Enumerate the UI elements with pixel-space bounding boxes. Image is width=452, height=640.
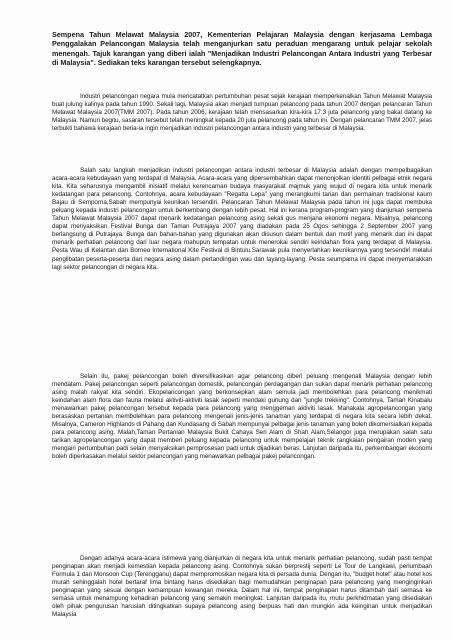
- paragraph-4: Dengan adanya acara-acara istimewa yang dianjurkan di negara kita untuk menarik perhatian pelancong, sudah pasti tempat penginapan akan menjadi kemestian kepada pelancong asing. Contohnya sukan berprestij seperti Le Tour de Langkawi, perlumbaan Formula 1 dan Monsoon Cup (Terengganu) dapat mempromosikan negara kita di persada dunia. Dengan itu, "budget hotel" atau hotel kos murah sehinggalah hotel bertaraf lima bintang harus disediakan bagi memudahkan penginapan para pelancong yang menginginkan penginapan yang sesuai dengan kemampuan kewangan mereka. Dalam hal ini, tempat penginapan harus ditambah dari semasa ke semasa untuk menampung kehadiran pelancong yang semakin meningkat. Lanjutan daripada itu, mutu perkhidmatan yang disediakan oleh pihak pengurusan haruslah ditingkatkan supaya pelancong asing berpuas hati dan mungkin ada keinginan untuk menjadikan Malaysia: [52, 555, 432, 619]
- essay-prompt: Sempena Tahun Melawat Malaysia 2007, Kementerian Pelajaran Malaysia dengan kerjasama Lembaga Penggalakan Pelancongan Malaysia telah menganjurkan satu peraduan mengarang untuk pelajar sekolah menengah. Tajuk karangan yang diberi ialah "Menjadikan Industri Pelancongan Antara Industri yang Terbesar di Malaysia". Sediakan teks karangan tersebut selengkapnya.: [52, 30, 432, 68]
- paragraph-1: Industri pelancongan negara mula mencatatkan pertumbuhan pesat sejak kerajaan memperkenalkan Tahun Melawat Malaysia buat julung kalinya pada tahun 1990. Sekali lagi, Malaysia akan menjadi tumpuan pelancong pada tahun 2007 dengan pelancaran Tahun Melawat Malaysia 2007(TMM 2007). Pada tahun 2006, kerajaan telah mensasarkan kira-kira 17.3 juta pelancong yang bakal datang ke Malaysia. Namun begitu, sasaran tersebut telah meningkat kepada 20 juta pelancong pada tahun ini. Dengan pelancaran TMM 2007, jelas terbukti bahawa kerajaan beria-ia ingin menjadikan industri pelancongan antara industri yang terbesar di Malaysia.: [52, 93, 432, 133]
- paragraph-3: Selain itu, pakej pelancongan boleh diversifikasikan agar pelancong diberi peluang mengenali Malaysia dengan lebih mendalam. Pakej pelancongan seperti pelancongan domestik, pelancongan perdagangan dan sukan dapat menarik perhatian pelancong asing malah rakyat kita sendiri. Ekopelancongan yang berkonsepkan alam semula jadi membolehkan para pelancong menikmati keindahan alam flora dan fauna melalui aktiviti-aktiviti lasak seperti mendaki gunung dan "jungle trekking". Contohnya, Taman Kinabalu menawarkan pakej pelancongan tersebut kepada para pelancong yang menggemari aktiviti lasak. Manakala agropelancongan yang berasaskan pertanian membolehkan para pelancong mengenali jenis-jenis tanaman yang terdapat di negara kita secara lebih dekat. Misalnya, Cameron Highlands di Pahang dan Kundasang di Sabah mempunyai pelbagai jenis tanaman yang boleh dikomersialkan kepada para pelancong asing. Malah,Taman Pertanian Malaysia Bukit Cahaya Seri Alam di Shah Alam,Selangor juga merupakan salah satu tarikan agropelancongan yang dapat memberi peluang kepada pelancong untuk mempelajari teknik rangkaian pengairan moden yang mengairi pertumbuhan padi selain menyaksikan pemprosesan padi untuk dijadikan beras. Lanjutan daripada itu, perkembangan ekonomi boleh diperkasakan melalui sektor pelancongan yang menawarkan pelbagai pakej pelancongan.: [52, 373, 432, 461]
- paragraph-2: Salah satu langkah menjadikan industri pelancongan antara industri terbesar di Malaysia adalah dengan mempelbagaikan acara-acara kebudayaan yang terdapat di Malaysia. Acara-acara yang dipersembahkan dapat menonjolkan identiti pelbagai etnik negara kita. Kita seharusnya mengambil inisiatif melalui kerencaman budaya masyarakat majmuk yang wujud di negara kita untuk menarik kedatangan para pelancong. Contohnya, acara kebudayaan "Regatta Lepa" yang merangkumi tarian dan permainan tradisional kaum Bajau di Semporna,Sabah mempunyai keunikan tersendiri. Pelancaran Tahun Melawat Malaysia pada tahun ini juga dapat membuka peluang kepada industri pelancongan untuk berkembang dengan lebih pesat. Hal ini kerana program-program yang dianjurkan sempena Tahun Melawat Malaysia 2007 dapat menarik kedatangan pelancong asing sekali gus menjana ekonomi negara. Misalnya, pelancong dapat menyaksikan Festival Bunga dan Taman Putrajaya 2007 yang diadakan pada 25 Ogos sehingga 2 September 2007 yang berlangsung di Putrajaya. Bunga dan bahan-bahan yang digunakan akan disusun dalam bentuk dan motif yang menarik dan ini dapat menarik perhatian pelancong dari luar negara mahupun tempatan untuk menerokai sendiri keindahan flora yang terdapat di Malaysia. Pesta Wau di Kelantan dan Borneo International Kite Festival di Bintulu,Sarawak pula menyerlahkan keunikannya yang tersendiri melalui penglibatan peserta-peserta dari negara asing dalam pertandingan wau dan layang-layang. Pesta seumpama ini dapat menyemarakkan lagi sektor pelancongan di negara kita.: [52, 167, 432, 271]
